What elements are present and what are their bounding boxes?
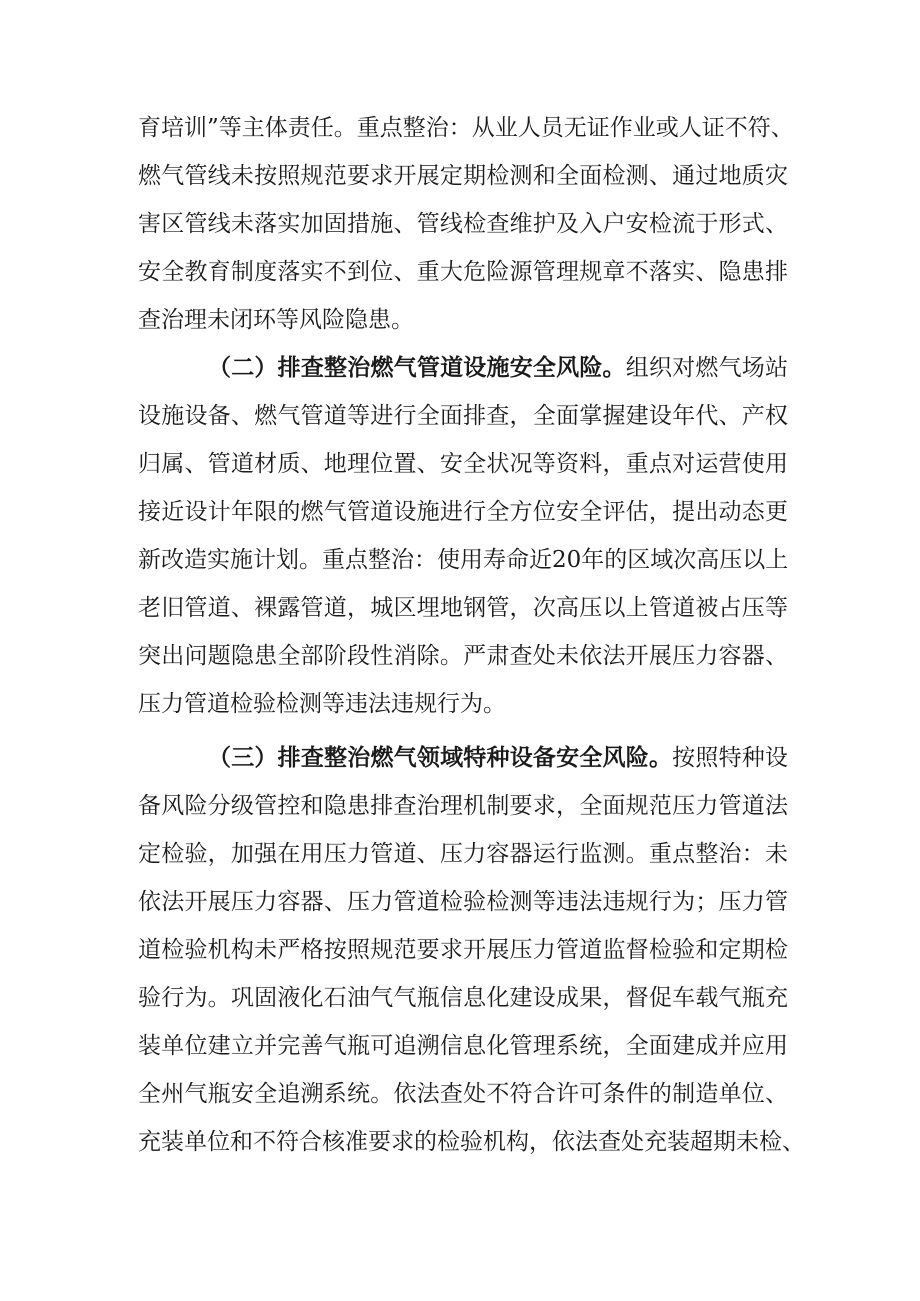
- section-first-line: [208, 350, 788, 386]
- text-line: 依法开展压力容器、压力管道检验检测等违法违规行为；压力管: [138, 889, 788, 915]
- section-text: 按照特种设: [672, 745, 789, 771]
- section-first-line: [208, 740, 788, 776]
- text-line: 安全教育制度落实不到位、重大危险源管理规章不落实、隐患排: [138, 259, 788, 285]
- text-line: 设施设备、燃气管道等进行全面排查，全面掌握建设年代、产权: [138, 403, 788, 429]
- text-line: 道检验机构未严格按照规范要求开展压力管道监督检验和定期检: [138, 937, 788, 963]
- text-line: 害区管线未落实加固措施、管线检查维护及入户安检流于形式、: [138, 211, 788, 237]
- text-line: 备风险分级管控和隐患排查治理机制要求，全面规范压力管道法: [138, 793, 788, 819]
- text-line: 接近设计年限的燃气管道设施进行全方位安全评估，提出动态更: [138, 499, 788, 525]
- text-line: 定检验，加强在用压力管道、压力容器运行监测。重点整治：未: [138, 841, 788, 867]
- text-line: 压力管道检验检测等违法违规行为。: [138, 691, 506, 717]
- text-line: 老旧管道、裸露管道，城区埋地钢管，次高压以上管道被占压等: [138, 595, 788, 621]
- text-line: 装单位建立并完善气瓶可追溯信息化管理系统，全面建成并应用: [138, 1033, 788, 1059]
- text-line: 查治理未闭环等风险隐患。: [138, 307, 414, 333]
- text-line: 全州气瓶安全追溯系统。依法查处不符合许可条件的制造单位、: [138, 1081, 788, 1107]
- text-line: 归属、管道材质、地理位置、安全状况等资料，重点对运营使用: [138, 451, 788, 477]
- text-line: 新改造实施计划。重点整治：使用寿命近20年的区域次高压以上: [138, 547, 789, 573]
- section-heading: （二）排查整治燃气管道设施安全风险。: [208, 354, 626, 381]
- text-line: 验行为。巩固液化石油气气瓶信息化建设成果，督促车载气瓶充: [138, 985, 788, 1011]
- section-heading: （三）排查整治燃气领域特种设备安全风险。: [208, 744, 673, 771]
- text-line: 突出问题隐患全部阶段性消除。严肃查处未依法开展压力容器、: [138, 643, 788, 669]
- text-line: 育培训”等主体责任。重点整治：从业人员无证作业或人证不符、: [138, 115, 794, 141]
- section-text: 组织对燃气场站: [625, 355, 789, 381]
- text-line: 燃气管线未按照规范要求开展定期检测和全面检测、通过地质灾: [138, 163, 788, 189]
- text-line: 充装单位和不符合核准要求的检验机构，依法查处充装超期未检、: [138, 1129, 805, 1155]
